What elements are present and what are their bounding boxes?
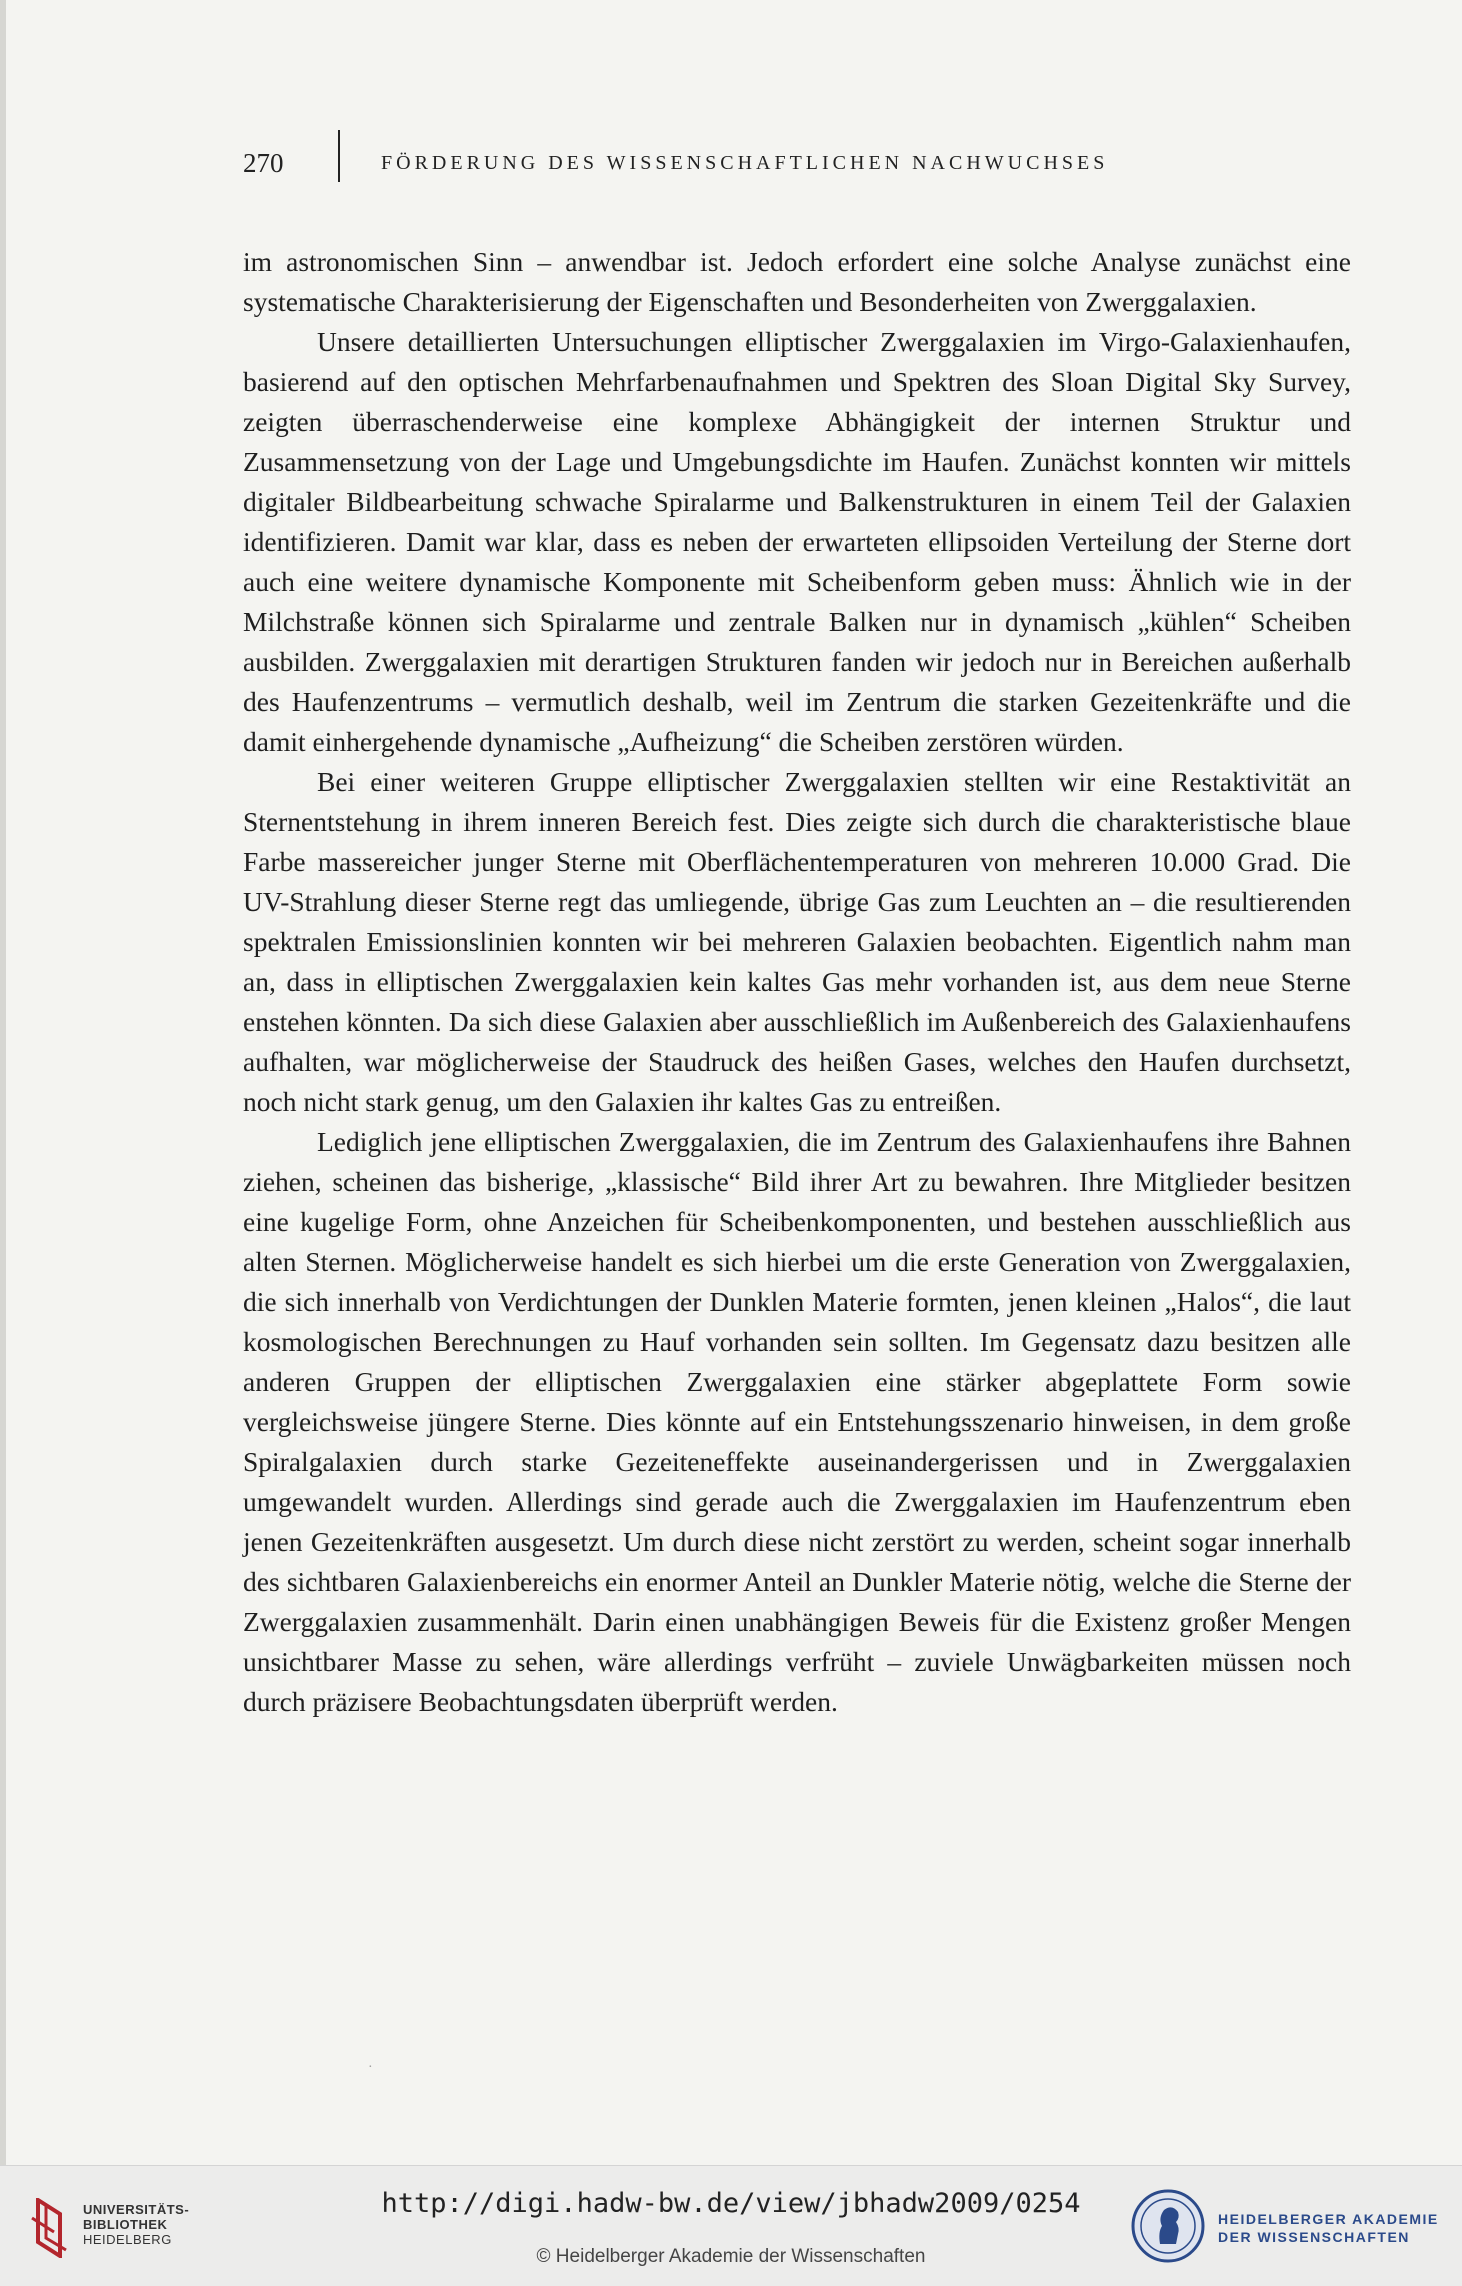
paragraph-3: Bei einer weiteren Gruppe elliptischer Zwerggalaxien stellten wir eine Restaktivität an Sternentstehung in ihrem inneren Bereich fest. Dies zeigte sich durch die charakteristische blaue Farbe massereicher junger Sterne mit Oberflächentemperaturen von mehreren 10.000 Grad. Die UV-Strahlung dieser Sterne regt das umliegende, übrige Gas zum Leuchten an – die resultierenden spektralen Emissionslinien konnten wir bei mehreren Galaxien beobachten. Eigentlich nahm man an, dass in elliptischen Zwerggalaxien kein kaltes Gas mehr vorhanden ist, aus dem neue Sterne enstehen könnten. Da sich diese Galaxien aber ausschließlich im Außenbereich des Galaxienhaufens aufhalten, war möglicherweise der Staudruck des heißen Gases, welches den Haufen durchsetzt, noch nicht stark genug, um den Galaxien ihr kaltes Gas zu entreißen. [243, 766, 1351, 1117]
paragraph-2: Unsere detaillierten Untersuchungen elliptischer Zwerggalaxien im Virgo-Galaxienhaufen, basierend auf den optischen Mehrfarbenaufnahmen und Spektren des Sloan Digital Sky Survey, zeigten überraschenderweise eine komplexe Abhängigkeit der internen Struktur und Zusammensetzung von der Lage und Umgebungsdichte im Haufen. Zunächst konnten wir mittels digitaler Bildbearbeitung schwache Spiralarme und Balkenstrukturen in einem Teil der Galaxien identifizieren. Damit war klar, dass es neben der erwarteten ellipsoiden Verteilung der Sterne dort auch eine weitere dynamische Komponente mit Scheibenform geben muss: Ähnlich wie in der Milchstraße können sich Spiralarme und zentrale Balken nur in dynamisch „kühlen“ Scheiben ausbilden. Zwerggalaxien mit derartigen Strukturen fanden wir jedoch nur in Bereichen außerhalb des Haufenzentrums – vermutlich deshalb, weil im Zentrum die starken Gezeitenkräfte und die damit einhergehende dynamische „Aufheizung“ die Scheiben zerstören würden. [243, 326, 1351, 757]
library-city: HEIDELBERG [83, 2232, 172, 2247]
copyright-notice: © Heidelberger Akademie der Wissenschaften [536, 2246, 926, 2267]
body-text [243, 242, 1351, 1722]
scan-speck: · [368, 2060, 373, 2075]
academy-name-line1: HEIDELBERGER AKADEMIE [1218, 2211, 1439, 2227]
academy-seal-icon [1130, 2188, 1206, 2264]
digitization-footer [0, 2165, 1462, 2286]
library-name-line1: UNIVERSITÄTS- [83, 2202, 190, 2217]
running-head: FÖRDERUNG DES WISSENSCHAFTLICHEN NACHWUCHSES [381, 152, 1109, 174]
page-spine-edge [0, 0, 6, 2165]
permalink-url[interactable]: http://digi.hadw-bw.de/view/jbhadw2009/0254 [381, 2188, 1081, 2219]
academy-name-line2: DER WISSENSCHAFTEN [1218, 2229, 1410, 2245]
library-name-line2: BIBLIOTHEK [83, 2217, 168, 2232]
header-divider [338, 130, 340, 182]
academy-name [1218, 2210, 1439, 2246]
page-number: 270 [243, 148, 284, 178]
paragraph-1: im astronomischen Sinn – anwendbar ist. Jedoch erfordert eine solche Analyse zunächst eine systematische Charakterisierung der Eigenschaften und Besonderheiten von Zwerggalaxien. [243, 246, 1351, 317]
page-header [243, 148, 1253, 188]
paragraph-4: Lediglich jene elliptischen Zwerggalaxien, die im Zentrum des Galaxienhaufens ihre Bahnen ziehen, scheinen das bisherige, „klassische“ Bild ihrer Art zu bewahren. Ihre Mitglieder besitzen eine kugelige Form, ohne Anzeichen für Scheibenkomponenten, und bestehen ausschließlich aus alten Sternen. Möglicherweise handelt es sich hierbei um die erste Generation von Zwerggalaxien, die sich innerhalb von Verdichtungen der Dunklen Materie formten, jenen kleinen „Halos“, die laut kosmologischen Berechnungen zu Hauf vorhanden sein sollten. Im Gegensatz dazu besitzen alle anderen Gruppen der elliptischen Zwerggalaxien eine stärker abgeplattete Form sowie vergleichsweise jüngere Sterne. Dies könnte auf ein Entstehungsszenario hinweisen, in dem große Spiralgalaxien durch starke Gezeiteneffekte auseinandergerissen und in Zwerggalaxien umgewandelt wurden. Allerdings sind gerade auch die Zwerggalaxien im Haufenzentrum eben jenen Gezeitenkräften ausgesetzt. Um durch diese nicht zerstört zu werden, scheint sogar innerhalb des sichtbaren Galaxienbereichs ein enormer Anteil an Dunkler Materie nötig, welche die Sterne der Zwerggalaxien zusammenhält. Darin einen unabhängigen Beweis für die Existenz großer Mengen unsichtbarer Masse zu sehen, wäre allerdings verfrüht – zuviele Unwägbarkeiten müssen noch durch präzisere Beobachtungsdaten überprüft werden. [243, 1126, 1351, 1717]
